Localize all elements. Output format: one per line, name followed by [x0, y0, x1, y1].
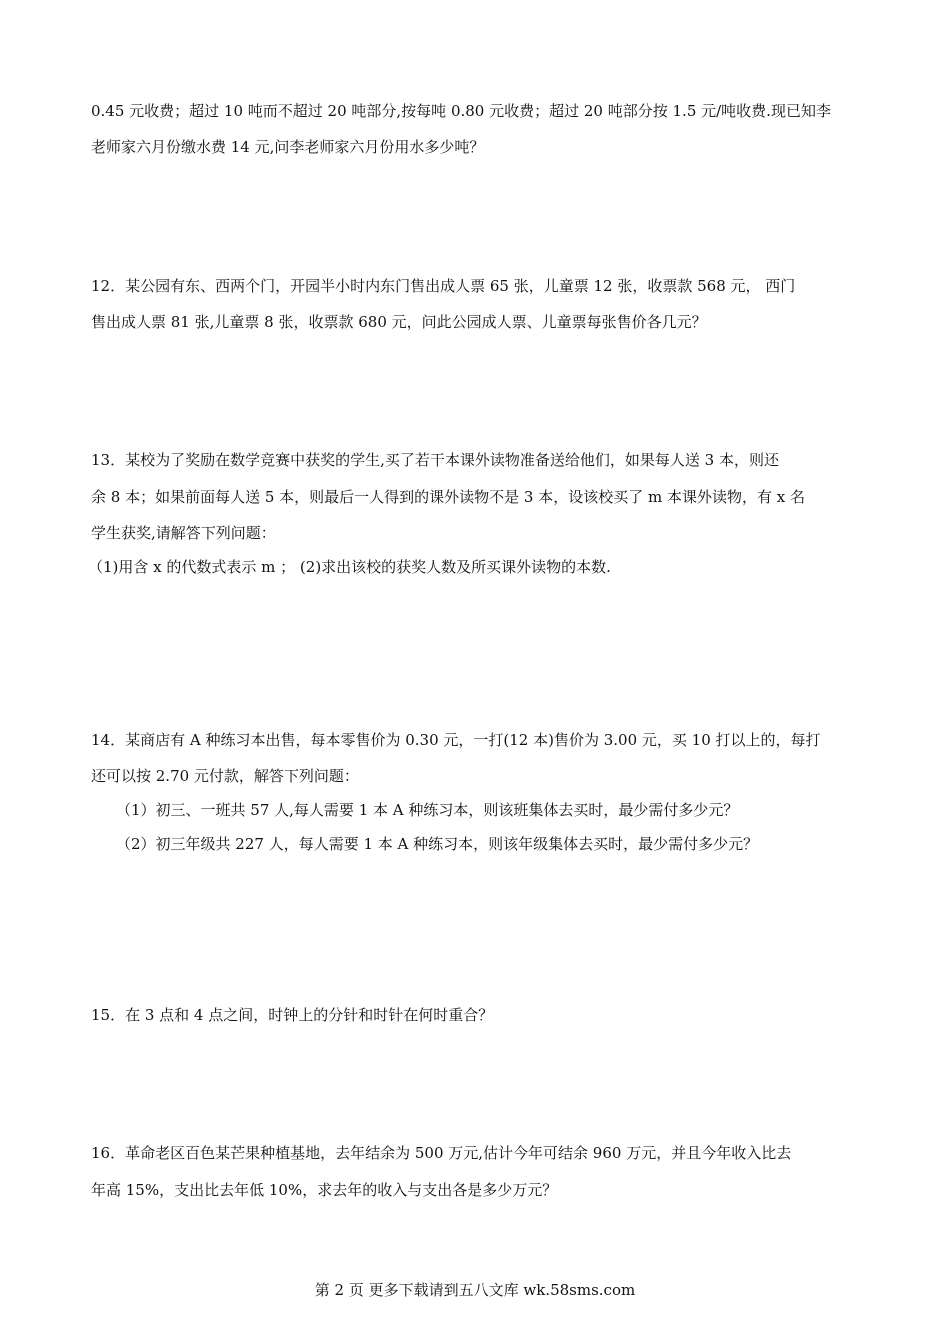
q15-line-1: 15．在 3 点和 4 点之间，时钟上的分针和时针在何时重合？ [91, 1006, 494, 1024]
q14-line-1: 14．某商店有 A 种练习本出售，每本零售价为 0.30 元，一打(12 本)售价为 3.00 元，买 10 打以上的，每打 [91, 731, 821, 749]
q13-line-3: 学生获奖,请解答下列问题： [91, 524, 276, 542]
q13-line-2: 余 8 本；如果前面每人送 5 本，则最后一人得到的课外读物不是 3 本，设该校买了 m 本课外读物，有 x 名 [91, 488, 805, 506]
q13-line-4: （1)用含 x 的代数式表示 m ； (2)求出该校的获奖人数及所买课外读物的本数. [88, 558, 611, 576]
q12-line-1: 12．某公园有东、西两个门，开园半小时内东门售出成人票 65 张，儿童票 12 张，收票款 568 元， 西门 [91, 277, 796, 295]
q14-line-2: 还可以按 2.70 元付款，解答下列问题： [91, 767, 359, 785]
q13-line-1: 13．某校为了奖励在数学竞赛中获奖的学生,买了若干本课外读物准备送给他们，如果每人送 3 本，则还 [91, 451, 779, 469]
q16-line-2: 年高 15%，支出比去年低 10%，求去年的收入与支出各是多少万元？ [91, 1181, 558, 1199]
q14-line-4: （2）初三年级共 227 人，每人需要 1 本 A 种练习本，则该年级集体去买时，最少需付多少元？ [116, 835, 759, 853]
page-footer: 第 2 页 更多下载请到五八文库 wk.58sms.com [314, 1281, 636, 1299]
q14-line-3: （1）初三、一班共 57 人,每人需要 1 本 A 种练习本，则该班集体去买时，最少需付多少元？ [116, 801, 739, 819]
q11-line-2: 老师家六月份缴水费 14 元,问李老师家六月份用水多少吨？ [91, 138, 485, 156]
q12-line-2: 售出成人票 81 张,儿童票 8 张，收票款 680 元，问此公园成人票、儿童票每张售价各几元？ [91, 313, 707, 331]
q11-line-1: 0.45 元收费；超过 10 吨而不超过 20 吨部分,按每吨 0.80 元收费；超过 20 吨部分按 1.5 元/吨收费.现已知李 [91, 102, 831, 120]
q16-line-1: 16．革命老区百色某芒果种植基地，去年结余为 500 万元,估计今年可结余 960 万元，并且今年收入比去 [91, 1144, 792, 1162]
